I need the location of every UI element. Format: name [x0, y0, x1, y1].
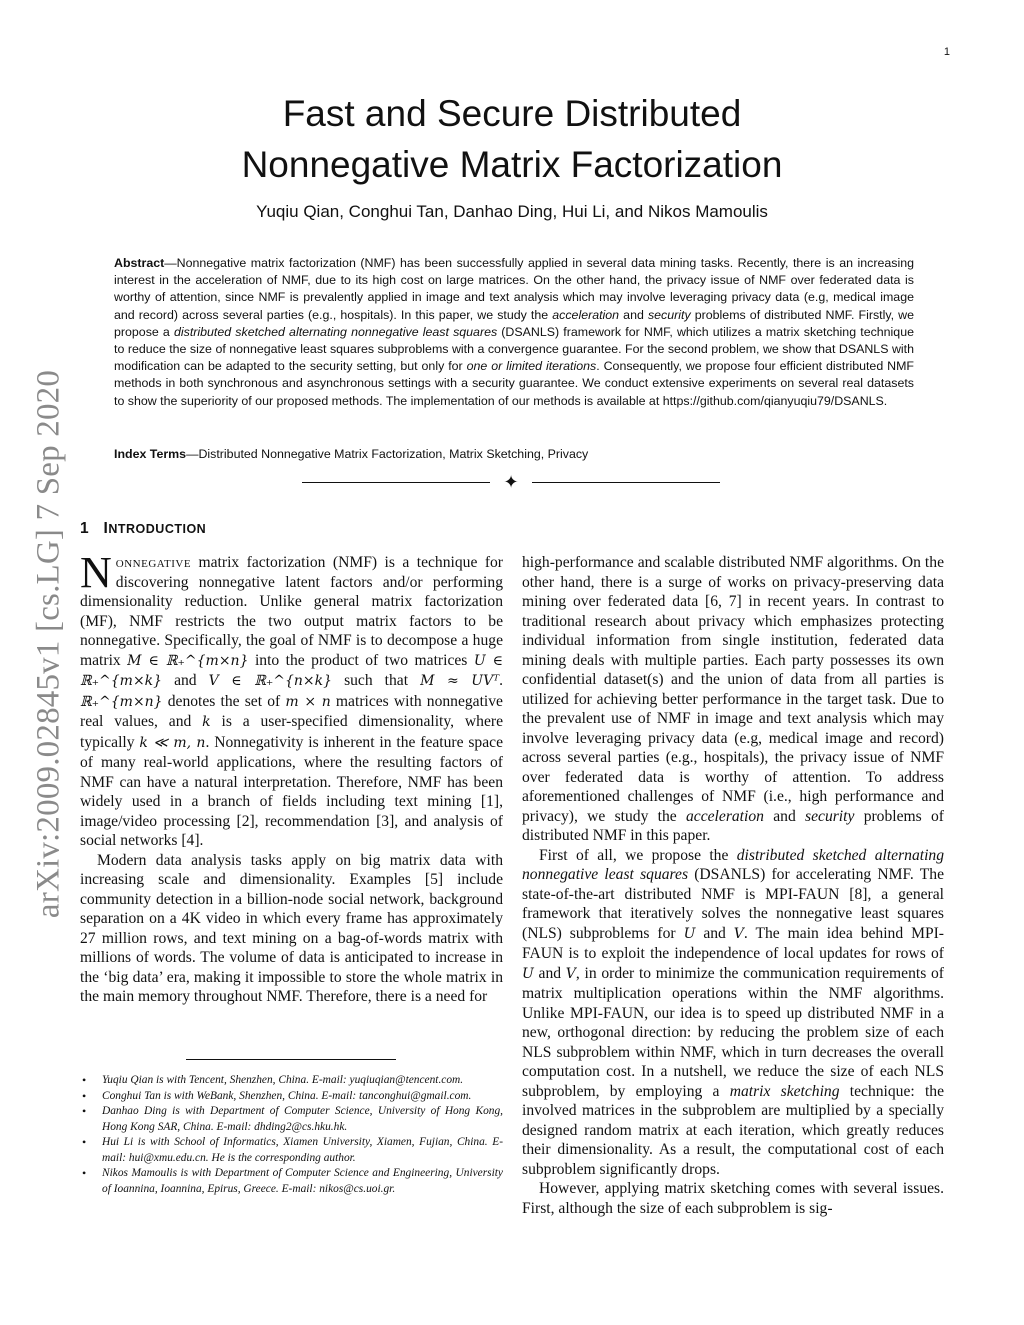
footnote-text: Yuqiu Qian is with Tencent, Shenzhen, China. E-mail: yuqiuqian@tencent.com.: [102, 1074, 464, 1086]
page-number: 1: [943, 46, 950, 58]
body-text: and: [533, 964, 566, 982]
body-text: First of all, we propose the: [539, 846, 737, 864]
section-number: 1: [80, 520, 90, 537]
emphasis-text: distributed sketched alternating nonnegative least squares: [522, 846, 944, 883]
footnote-text: Hui Li is with School of Informatics, Xiamen University, Xiamen, Fujian, China. E-mail: hui@xmu.edu.cn. He is the corresponding author.: [102, 1136, 503, 1164]
bullet-icon: •: [82, 1088, 87, 1103]
title-line-1: Fast and Secure Distributed: [282, 93, 742, 134]
abstract-text: —Nonnegative matrix factorization (NMF) has been successfully applied in several data mining tasks. Recently, there is an increasing interest in the acceleration of NMF, due to its high cost on large matrices. On the other hand, the privacy issue of NMF over federated data is worthy of attention, since NMF is prevalently applied in image and text analysis which may involve leveraging privacy data (e.g, medical image and record) across several parties (e.g., hospitals). In this paper, we study the: [114, 256, 914, 322]
author-footnotes: [80, 1073, 503, 1197]
separator-rule-left: [302, 482, 490, 483]
math-expression: m × n: [285, 693, 331, 710]
body-text: high-performance and scalable distributed NMF algorithms. On the other hand, there is a surge of works on privacy-preserving data mining over federated data [6, 7] in recent years. In contrast to traditional research about privacy which emphasizes protecting individual information from single institution, federated data mining deals with multiple parties. Each party possesses its own confidential dataset(s) and the union of data from all parties is utilized for achieving better performance in the target task. Due to the prevalent use of NMF in image and text analysis which may involve leveraging privacy data (e.g, medical image and record) across several parties (e.g., hospitals), the privacy issue of NMF over federated data is worthy of attention. To address aforementioned challenges of NMF (i.e., high performance and privacy), we study the: [522, 554, 944, 825]
math-expression: k ≪ m, n: [139, 734, 206, 751]
separator-rule-right: [532, 482, 720, 483]
body-text: (DSANLS) for accelerating NMF. The state-of-the-art distributed NMF is MPI-FAUN [8], a general framework that iteratively solves the nonnegative least squares (NLS) subproblems for: [522, 866, 944, 942]
body-text: . Nonnegativity is inherent in the feature space of many real-world applications, where the resulting factors of NMF can have a natural interpretation. Therefore, NMF has been widely used in a branch of fields including text mining [1], image/video processing [2], recommendation [3], and analysis of social networks [4].: [80, 733, 503, 849]
body-text: and: [695, 924, 734, 942]
bullet-icon: •: [82, 1073, 87, 1087]
math-expression: M ≈ UVᵀ: [420, 673, 500, 689]
math-expression: V: [733, 925, 744, 942]
math-expression: ℝ₊^{m×n}: [80, 693, 163, 710]
body-text: denotes the set of: [162, 692, 286, 710]
abstract-emphasis: acceleration: [552, 307, 620, 322]
paper-title: [112, 88, 912, 190]
abstract-text: and: [619, 307, 648, 322]
emphasis-text: security: [805, 807, 855, 825]
body-text: matrix factorization (NMF) is a technique for discovering nonnegative latent factors and/or performing dimensionality reduction. Unlike general matrix factorization (MF), NMF restricts the two output matrix factors to be nonnegative. Specifically, the goal of NMF is to decompose a huge matrix: [80, 554, 503, 669]
body-text: and: [162, 672, 209, 689]
section-title-rest: NTRODUCTION: [108, 522, 207, 536]
math-expression: M ∈ ℝ₊^{m×n}: [127, 652, 249, 669]
index-terms: [114, 447, 914, 461]
body-text: problems of distributed NMF in this paper.: [522, 807, 944, 844]
math-expression: U ∈ ℝ₊^{m×k}: [80, 652, 503, 689]
bullet-icon: •: [82, 1104, 87, 1118]
paragraph: [522, 553, 944, 846]
body-text: technique: the involved matrices in the subproblem are multiplied by a specially designed random matrix at each iteration, which greatly reduces their dimensionality. As a result, the computational cost of each subproblem significantly drops.: [522, 1082, 945, 1178]
math-expression: U: [522, 965, 534, 982]
abstract-emphasis: security: [647, 307, 691, 322]
abstract-emphasis: distributed sketched alternating nonnegative least squares: [173, 324, 498, 339]
section-heading: [80, 520, 206, 538]
paragraph: Modern data analysis tasks apply on big matrix data with increasing scale and dimensionality. Examples [5] include community detection in a billion-node social network, background separation on a 4K video in which every frame has approximately 27 million rows, and text mining on a bag-of-words matrix with millions of words. The volume of data is anticipated to increase in the ‘big data’ era, making it impossible to store the whole matrix in the main memory throughout NMF. Therefore, there is a need for: [80, 851, 503, 1005]
footnote-text: Nikos Mamoulis is with Department of Computer Science and Engineering, University of Ioannina, Ioannina, Epirus, Greece. E-mail: nikos@cs.uoi.gr.: [102, 1167, 503, 1195]
paragraph: [80, 548, 503, 851]
abstract-emphasis: one or limited iterations: [466, 359, 597, 374]
body-text: .: [499, 672, 503, 689]
right-column: [522, 553, 944, 1218]
abstract: [114, 255, 914, 410]
abstract-text: problems of distributed NMF. Firstly, we propose a: [114, 307, 914, 339]
emphasis-text: acceleration: [686, 807, 764, 825]
footnote-item: [80, 1089, 503, 1105]
small-caps-text: onnegative: [115, 554, 192, 571]
footnote-rule: [186, 1059, 396, 1060]
body-text: matrices with nonnegative real values, and: [80, 692, 503, 730]
index-terms-label: Index Terms: [114, 447, 187, 461]
body-text: such that: [332, 672, 421, 689]
paragraph: However, applying matrix sketching comes with several issues. First, although the size of each subproblem is sig-: [522, 1180, 944, 1217]
body-text: . The main idea behind MPI-FAUN is to exploit the independence of local updates for rows of: [522, 924, 945, 962]
footnote-item: [80, 1104, 503, 1135]
body-text: and: [763, 807, 806, 825]
title-line-2: Nonnegative Matrix Factorization: [241, 144, 783, 185]
body-text: , in order to minimize the communication requirements of matrix multiplication operations within the NMF algorithms. Unlike MPI-FAUN, our idea is to speed up distributed NMF in a new, orthogonal direction: by reducing the problem size of each NLS subproblem within NMF, which in turn decreases the overall computation cost. In a nutshell, we reduce the size of each NLS subproblem, by employing a: [522, 964, 945, 1100]
math-expression: V: [565, 965, 576, 982]
left-column: [80, 548, 503, 1007]
math-expression: V ∈ ℝ₊^{n×k}: [208, 673, 333, 689]
author-list: Yuqiu Qian, Conghui Tan, Danhao Ding, Hui Li, and Nikos Mamoulis: [256, 202, 768, 221]
separator-ornament-icon: ✦: [503, 472, 519, 492]
body-text: is a user-specified dimensionality, where typically: [80, 713, 503, 751]
footnote-item: [80, 1135, 503, 1166]
bullet-icon: •: [82, 1166, 87, 1180]
arxiv-identifier-stamp: arXiv:2009.02845v1 [cs.LG] 7 Sep 2020: [30, 369, 67, 919]
math-expression: k: [202, 714, 211, 730]
section-title-initial: I: [103, 520, 109, 537]
footnote-text: Danhao Ding is with Department of Computer Science, University of Hong Kong, Hong Kong SAR, China. E-mail: dhding2@cs.hku.hk.: [102, 1105, 503, 1133]
drop-cap: N: [80, 548, 112, 597]
paragraph: [522, 846, 944, 1180]
abstract-label: Abstract: [114, 256, 165, 270]
body-text: into the product of two matrices: [248, 651, 474, 669]
abstract-text: (DSANLS) framework for NMF, which utilizes a matrix sketching technique to reduce the size of nonnegative least squares subproblems with a convergence guarantee. For the second problem, we show that DSANLS with modification can be adapted to the security setting, but only for: [114, 324, 914, 374]
footnote-text: Conghui Tan is with WeBank, Shenzhen, China. E-mail: tanconghui@gmail.com.: [102, 1089, 472, 1102]
index-terms-text: —Distributed Nonnegative Matrix Factorization, Matrix Sketching, Privacy: [186, 447, 589, 461]
abstract-text: . Consequently, we propose four efficient distributed NMF methods in both synchronous and asynchronous settings with a security guarantee. We conduct extensive experiments on several real datasets to show the superiority of our proposed methods. The implementation of our methods is available at https://github.com/qianyuqiu79/DSANLS.: [114, 359, 914, 408]
footnote-item: [80, 1166, 503, 1197]
footnote-item: [80, 1073, 503, 1089]
math-expression: U: [683, 925, 696, 942]
emphasis-text: matrix sketching: [729, 1082, 840, 1100]
bullet-icon: •: [82, 1135, 87, 1149]
